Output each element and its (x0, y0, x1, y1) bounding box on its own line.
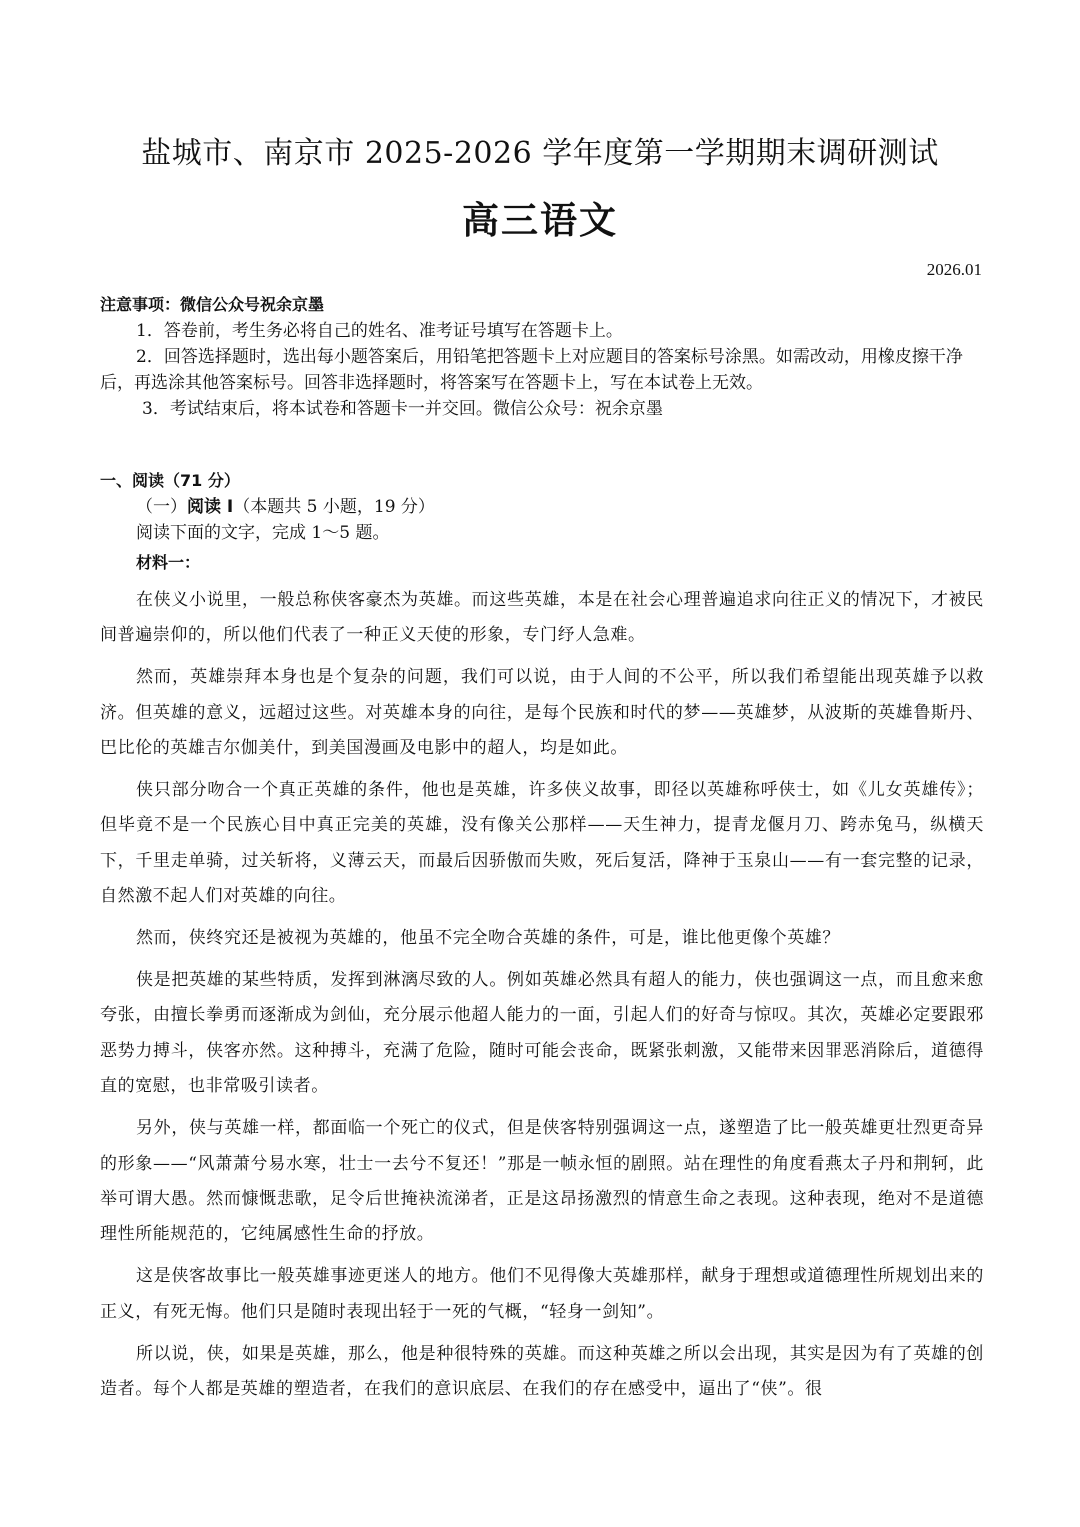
subsection-prefix: （一） (136, 497, 187, 517)
reading-section-header (100, 468, 985, 576)
notice-title: 注意事项：微信公众号祝余京墨 (100, 295, 325, 314)
subsection-bold: 阅读 I (187, 497, 234, 517)
notice-item-2: 2．回答选择题时，选出每小题答案后，用铅笔把答题卡上对应题目的答案标号涂黑。如需改动，用橡皮擦干净后，再选涂其他答案标号。回答非选择题时，将答案写在答题卡上，写在本试卷上无效。 (100, 347, 963, 393)
exam-subject: 高三语文 (462, 199, 618, 242)
passage-paragraph: 然而，英雄崇拜本身也是个复杂的问题，我们可以说，由于人间的不公平，所以我们希望能出现英雄予以救济。但英雄的意义，远超过这些。对英雄本身的向往，是每个民族和时代的梦——英雄梦，从波斯的英雄鲁斯丹、巴比伦的英雄吉尔伽美什，到美国漫画及电影中的超人，均是如此。 (100, 667, 984, 759)
passage-paragraph: 另外，侠与英雄一样，都面临一个死亡的仪式，但是侠客特别强调这一点，遂塑造了比一般英雄更壮烈更奇异的形象——“风萧萧兮易水寒，壮士一去兮不复还！”那是一帧永恒的剧照。站在理性的角度看燕太子丹和荆轲，此举可谓大愚。然而慷慨悲歌，足令后世掩袂流涕者，正是这昂扬激烈的情意生命之表现。这种表现，绝对不是道德理性所能规范的，它纯属感性生命的抒放。 (100, 1118, 984, 1245)
exam-title: 盐城市、南京市 2025-2026 学年度第一学期期末调研测试 (141, 136, 939, 171)
section-heading: 一、阅读（71 分） (100, 471, 240, 490)
material-label: 材料一： (136, 553, 201, 572)
reading-instruction: 阅读下面的文字，完成 1～5 题。 (136, 523, 390, 543)
passage-paragraph: 然而，侠终究还是被视为英雄的，他虽不完全吻合英雄的条件，可是，谁比他更像个英雄？ (136, 928, 840, 949)
passage-paragraph: 这是侠客故事比一般英雄事迹更迷人的地方。他们不见得像大英雄那样，献身于理想或道德理性所规划出来的正义，有死无悔。他们只是随时表现出轻于一死的气概，“轻身一剑知”。 (100, 1266, 984, 1322)
subsection-heading (100, 494, 985, 520)
passage-paragraph: 侠是把英雄的某些特质，发挥到淋漓尽致的人。例如英雄必然具有超人的能力，侠也强调这一点，而且愈来愈夸张，由擅长拳勇而逐渐成为剑仙，充分展示他超人能力的一面，引起人们的好奇与惊叹。其次，英雄必定要跟邪恶势力搏斗，侠客亦然。这种搏斗，充满了危险，随时可能会丧命，既紧张刺激，又能带来因罪恶消除后，道德得直的宽慰，也非常吸引读者。 (100, 970, 984, 1097)
notice-block (100, 292, 985, 422)
passage (100, 583, 984, 1414)
subsection-rest: （本题共 5 小题，19 分） (233, 497, 435, 517)
exam-date: 2026.01 (926, 260, 982, 279)
passage-paragraph: 所以说，侠，如果是英雄，那么，他是种很特殊的英雄。而这种英雄之所以会出现，其实是因为有了英雄的创造者。每个人都是英雄的塑造者，在我们的意识底层、在我们的存在感受中，逼出了“侠”。很 (100, 1343, 984, 1400)
passage-paragraph: 在侠义小说里，一般总称侠客豪杰为英雄。而这些英雄，本是在社会心理普遍追求向往正义的情况下，才被民间普遍崇仰的，所以他们代表了一种正义天使的形象，专门纾人急难。 (100, 590, 984, 646)
notice-item-1: 1．答卷前，考生务必将自己的姓名、准考证号填写在答题卡上。 (136, 321, 623, 341)
notice-item-3: 3．考试结束后，将本试卷和答题卡一并交回。微信公众号：祝余京墨 (142, 399, 663, 419)
passage-paragraph: 侠只部分吻合一个真正英雄的条件，他也是英雄，许多侠义故事，即径以英雄称呼侠士，如《儿女英雄传》；但毕竟不是一个民族心目中真正完美的英雄，没有像关公那样——天生神力，提青龙偃月刀、跨赤兔马，纵横天下，千里走单骑，过关斩将，义薄云天，而最后因骄傲而失败，死后复活，降神于玉泉山——有一套完整的记录，自然激不起人们对英雄的向往。 (100, 780, 984, 907)
